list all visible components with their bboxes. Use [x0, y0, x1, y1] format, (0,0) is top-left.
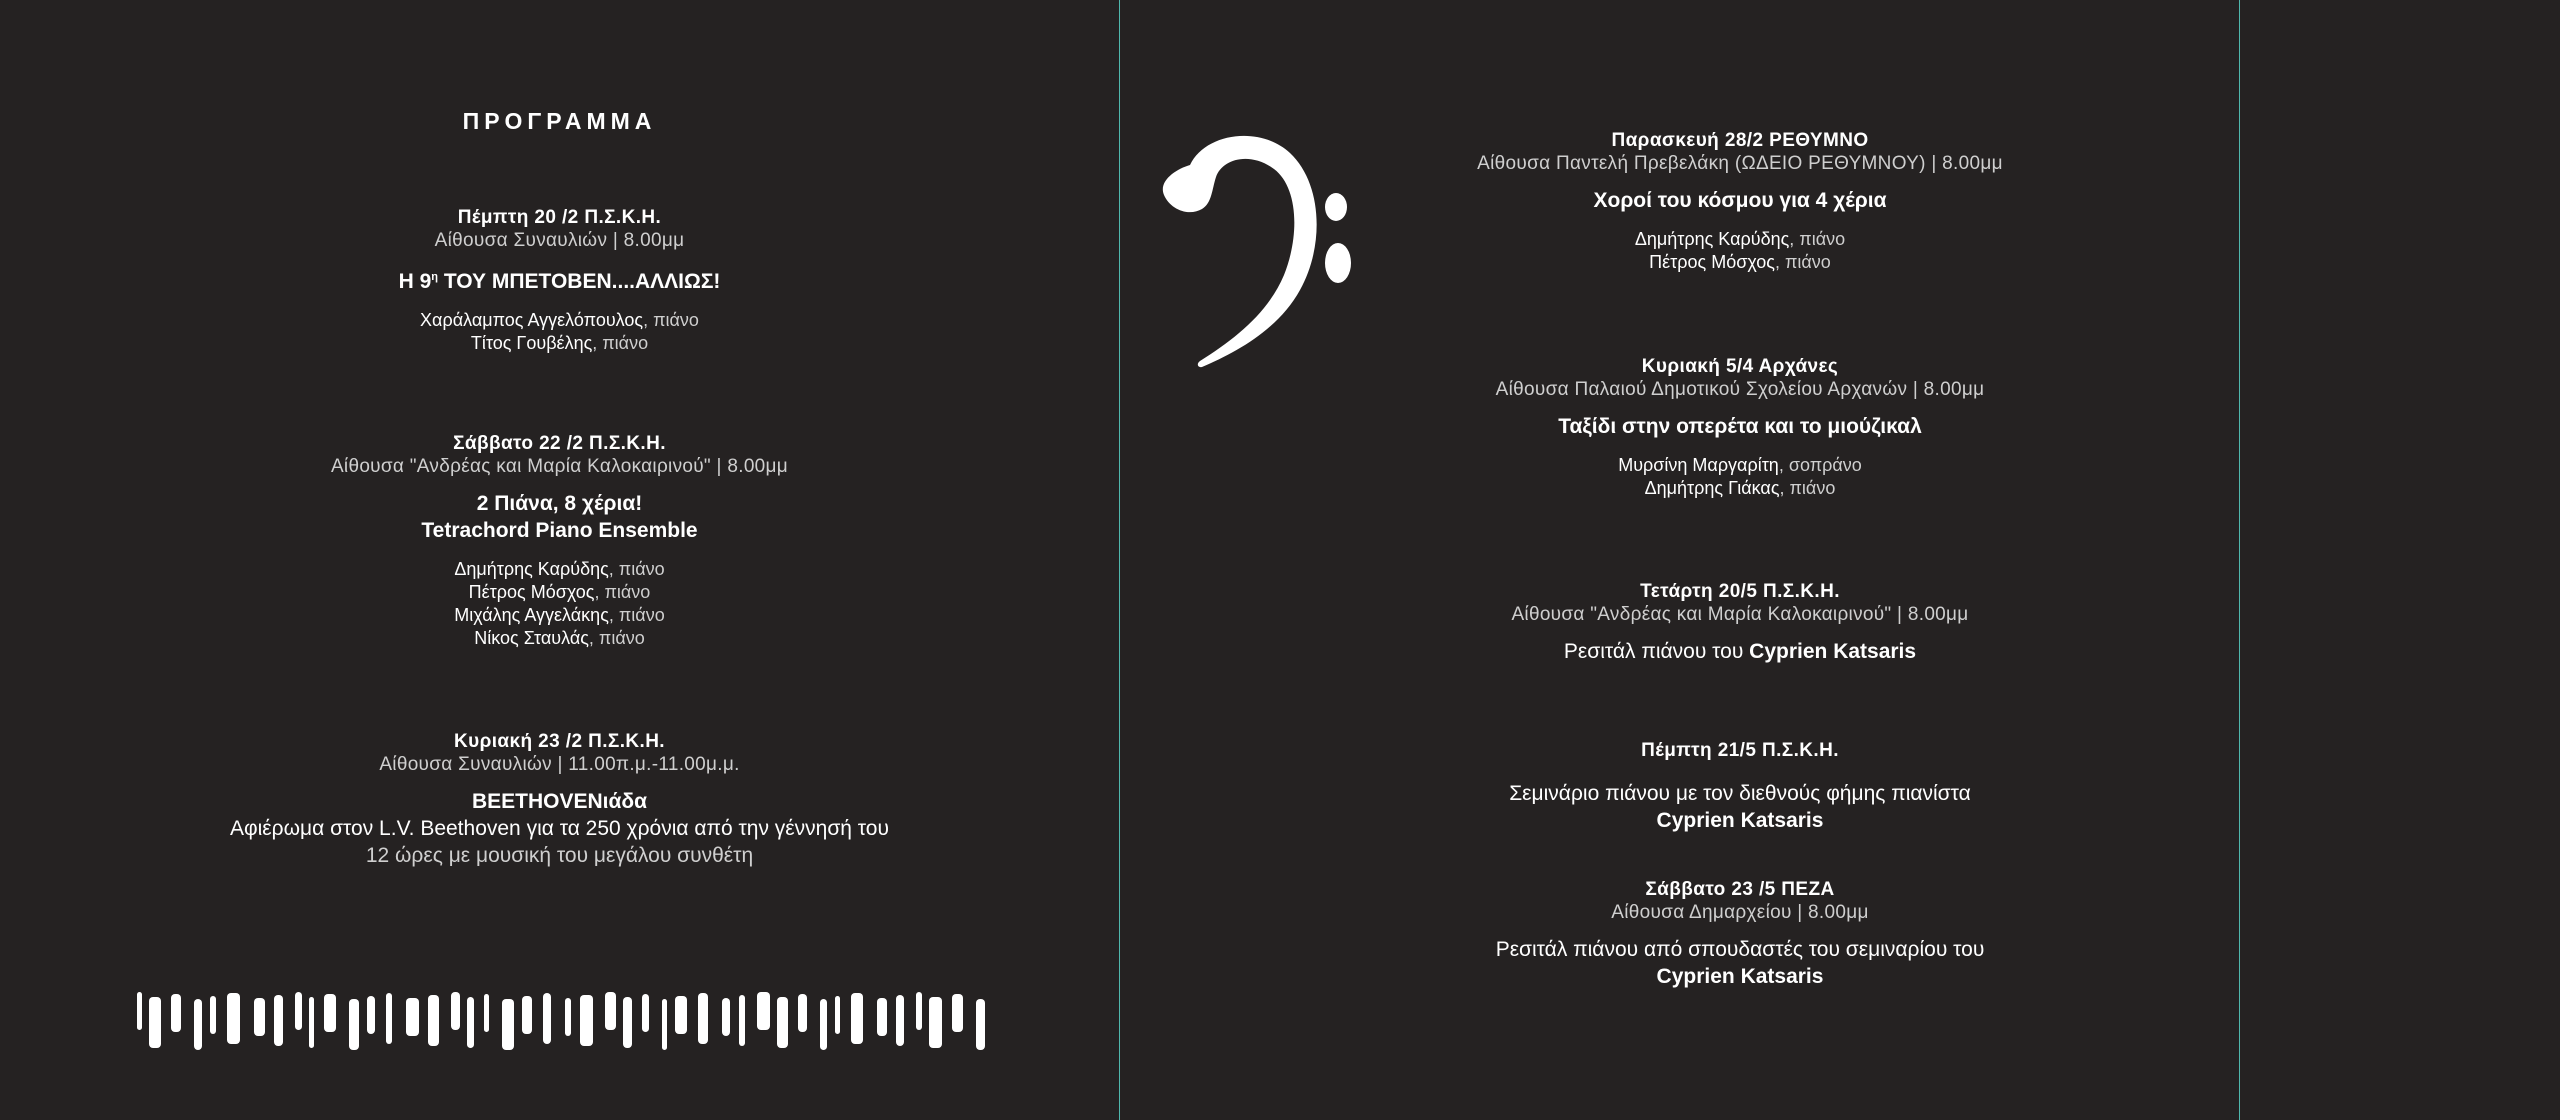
- event-date: Σάββατο 23 /5 ΠΕΖΑ: [1645, 879, 1835, 900]
- piano-key: [952, 994, 963, 1032]
- event-date: Σάββατο 22 /2 Π.Σ.Κ.Η.: [453, 433, 666, 454]
- event-title: Ταξίδι στην οπερέτα και το μιούζικαλ: [1558, 415, 1922, 438]
- performer: Μυρσίνη Μαργαρίτη, σοπράνο: [1618, 455, 1862, 475]
- piano-key: [451, 992, 460, 1030]
- piano-key: [274, 995, 283, 1046]
- piano-key: [295, 992, 302, 1030]
- performer-list: [1241, 228, 2239, 274]
- event-title-name: Cyprien Katsaris: [1656, 965, 1824, 988]
- event-venue: Αίθουσα Συναυλιών | 8.00μμ: [434, 230, 685, 251]
- piano-keys-icon: [135, 990, 985, 1060]
- piano-key: [675, 996, 687, 1034]
- piano-key: [642, 994, 649, 1032]
- piano-key: [777, 997, 788, 1048]
- performer: Νίκος Σταυλάς, πιάνο: [474, 628, 645, 648]
- event-tetrachord: [0, 432, 1119, 650]
- event-date: Κυριακή 23 /2 Π.Σ.Κ.Η.: [454, 731, 665, 752]
- piano-key: [484, 994, 489, 1032]
- fold-line: [1119, 0, 1120, 1120]
- piano-key: [254, 998, 265, 1036]
- event-subtitle: Αφιέρωμα στον L.V. Beethoven για τα 250 χρόνια από την γέννησή του: [230, 817, 889, 840]
- piano-key: [467, 997, 474, 1048]
- performer: Τίτος Γουβέλης, πιάνο: [470, 333, 649, 353]
- event-beethoven-ninth: [0, 206, 1119, 355]
- piano-key: [194, 999, 202, 1050]
- piano-key: [798, 994, 807, 1032]
- performer-list: [0, 558, 1119, 650]
- piano-key: [502, 999, 514, 1050]
- event-operetta: [1241, 355, 2239, 500]
- piano-key: [137, 992, 142, 1030]
- performer: Πέτρος Μόσχος, πιάνο: [468, 582, 651, 602]
- performer: Δημήτρης Καρύδης, πιάνο: [454, 559, 665, 579]
- piano-key: [349, 999, 359, 1050]
- event-title: Ρεσιτάλ πιάνου του Cyprien Katsaris: [1563, 640, 1917, 663]
- event-venue: Αίθουσα Δημαρχείου | 8.00μμ: [1611, 902, 1869, 923]
- piano-key: [623, 997, 632, 1048]
- piano-key: [565, 998, 571, 1036]
- event-title: BEETHOVENιάδα: [471, 790, 648, 813]
- event-venue: Αίθουσα "Ανδρέας και Μαρία Καλοκαιρινού" | 8.00μμ: [1511, 604, 1969, 625]
- performer-list: [1241, 454, 2239, 500]
- performer: Δημήτρης Καρύδης, πιάνο: [1634, 229, 1846, 249]
- event-venue: Αίθουσα "Ανδρέας και Μαρία Καλοκαιρινού" | 8.00μμ: [330, 456, 789, 477]
- piano-key: [820, 999, 827, 1050]
- piano-key: [171, 994, 181, 1032]
- event-student-recital: [1241, 878, 2239, 990]
- piano-key: [698, 993, 708, 1044]
- program-heading: ΠΡΟΓΡΑΜΜΑ: [462, 108, 657, 134]
- piano-key: [896, 995, 904, 1046]
- event-title: Ρεσιτάλ πιάνου από σπουδαστές του σεμιναρίου του: [1495, 938, 1985, 961]
- performer: Χαράλαμπος Αγγελόπουλος, πιάνο: [420, 310, 699, 330]
- event-title: Σεμινάριο πιάνου με τον διεθνούς φήμης πιανίστα: [1509, 782, 1971, 805]
- event-date: Πέμπτη 20 /2 Π.Σ.Κ.Η.: [457, 207, 662, 228]
- piano-key: [324, 994, 336, 1032]
- piano-key: [386, 993, 392, 1044]
- fold-line: [2239, 0, 2240, 1120]
- performer: Μιχάλης Αγγελάκης, πιάνο: [454, 605, 665, 625]
- event-katsaris-recital: [1241, 580, 2239, 665]
- event-title: Χοροί του κόσμου για 4 χέρια: [1593, 189, 1887, 212]
- event-title: Η $9^\eta$ ΤΟΥ ΜΠΕΤΟΒΕΝ....ΑΛΛΙΩΣ!: [398, 270, 721, 293]
- piano-key: [877, 998, 887, 1036]
- piano-key: [722, 998, 730, 1036]
- performer: Πέτρος Μόσχος, πιάνο: [1649, 252, 1831, 272]
- piano-key: [227, 993, 240, 1044]
- performer: Δημήτρης Γιάκας, πιάνο: [1644, 478, 1836, 498]
- event-venue: Αίθουσα Παντελή Πρεβελάκη (ΩΔΕΙΟ ΡΕΘΥΜΝΟΥ) | 8.00μμ: [1477, 153, 2003, 174]
- panel-back: [2241, 0, 2560, 1120]
- piano-key: [757, 992, 770, 1030]
- event-date: Παρασκευή 28/2 ΡΕΘΥΜΝΟ: [1611, 130, 1869, 151]
- bass-clef-icon: [1150, 125, 1365, 370]
- piano-key: [522, 996, 532, 1034]
- piano-key: [976, 999, 985, 1050]
- event-date: Τετάρτη 20/5 Π.Σ.Κ.Η.: [1640, 581, 1840, 602]
- piano-key: [543, 993, 551, 1044]
- panel-left: [0, 0, 1119, 1120]
- event-venue: Αίθουσα Συναυλιών | 11.00π.μ.-11.00μ.μ.: [379, 754, 740, 775]
- performer-list: [0, 309, 1119, 355]
- piano-key: [149, 997, 161, 1048]
- piano-key: [835, 996, 840, 1034]
- piano-key: [367, 996, 375, 1034]
- piano-key: [309, 997, 314, 1048]
- piano-key: [929, 997, 942, 1048]
- piano-key: [916, 992, 922, 1030]
- piano-key: [739, 995, 745, 1046]
- event-date: Πέμπτη 21/5 Π.Σ.Κ.Η.: [1641, 740, 1839, 761]
- piano-key: [210, 996, 216, 1034]
- piano-key: [406, 998, 419, 1036]
- event-world-dances: [1241, 129, 2239, 274]
- piano-key: [428, 995, 439, 1046]
- event-beethoveniada: [0, 730, 1119, 869]
- piano-key: [851, 993, 863, 1044]
- piano-key: [580, 995, 593, 1046]
- piano-key: [662, 999, 667, 1050]
- event-title: 2 Πιάνα, 8 χέρια! Tetrachord Piano Ensemble: [421, 492, 698, 542]
- event-venue: Αίθουσα Παλαιού Δημοτικού Σχολείου Αρχανών | 8.00μμ: [1495, 379, 1985, 400]
- event-date: Κυριακή 5/4 Αρχάνες: [1641, 356, 1839, 377]
- event-seminar: [1241, 739, 2239, 834]
- event-note: 12 ώρες με μουσική του μεγάλου συνθέτη: [365, 844, 754, 867]
- piano-key: [605, 992, 616, 1030]
- event-title-name: Cyprien Katsaris: [1656, 809, 1824, 832]
